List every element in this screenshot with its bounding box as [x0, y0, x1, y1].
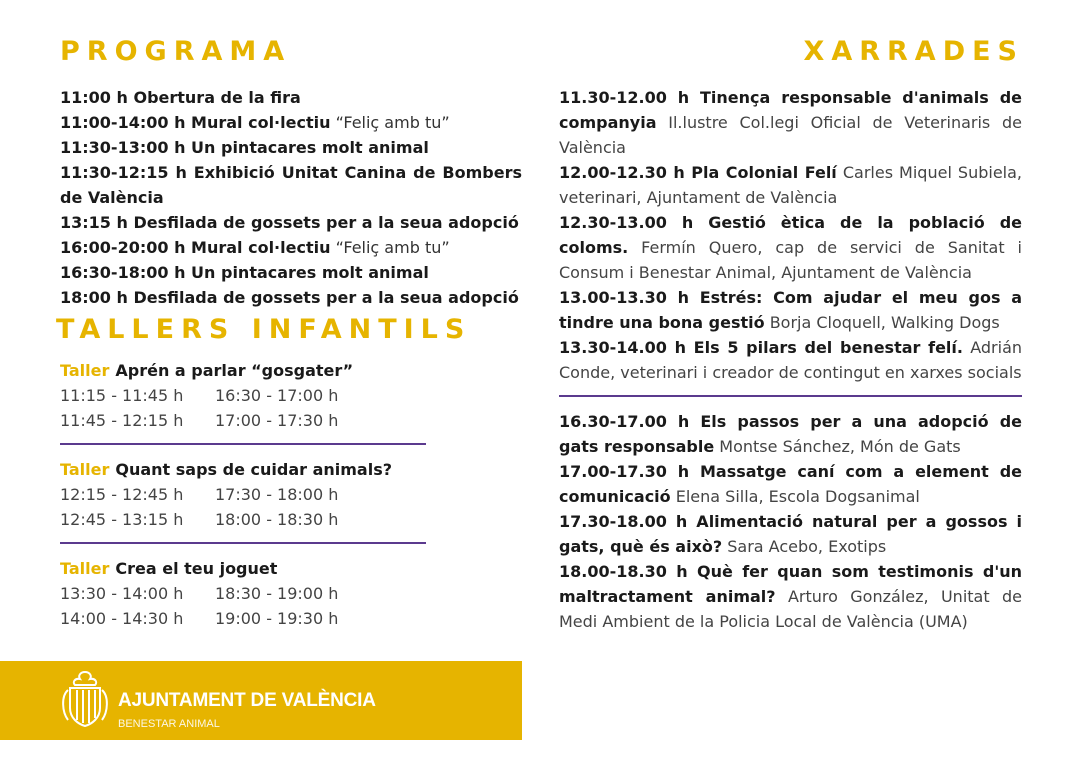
taller-title: Quant saps de cuidar animals? [115, 460, 392, 479]
programa-item: 13:15 h Desfilada de gossets per a la seua adopció [60, 213, 519, 232]
taller-block [60, 556, 426, 631]
org-subtitle: BENESTAR ANIMAL [118, 718, 220, 730]
taller-tag: Taller [60, 559, 110, 578]
time-row: 14:00 - 14:30 h 19:00 - 19:30 h [60, 609, 339, 628]
time-row: 12:45 - 13:15 h 18:00 - 18:30 h [60, 510, 339, 529]
taller-title: Aprén a parlar “gosgater” [115, 361, 354, 380]
divider [559, 395, 1022, 397]
talk-item: 12.00-12.30 h Pla Colonial Felí Carles Miquel Subiela, veterinari, Ajuntament de València [559, 163, 1023, 207]
talk-item: 13.00-13.30 h Estrés: Com ajudar el meu gos a tindre una bona gestió Borja Cloquell, Walking Dogs [559, 288, 1022, 332]
programa-item: 18:00 h Desfilada de gossets per a la seua adopció [60, 288, 519, 307]
programa-item: 11:30-12:15 h Exhibició Unitat Canina de Bombers de València [60, 163, 522, 207]
xarrades-heading: XARRADES [803, 36, 1024, 67]
programa-item: 11:00-14:00 h Mural col·lectiu “Feliç amb tu” [60, 113, 450, 132]
programa-item: 11:00 h Obertura de la fira [60, 88, 301, 107]
talk-item: 12.30-13.00 h Gestió ètica de la població de coloms. Fermín Quero, cap de servici de Sanitat i Consum i Benestar Animal, Ajuntament de València [559, 213, 1023, 282]
programa-list [60, 85, 522, 310]
taller-tag: Taller [60, 460, 110, 479]
time-row: 12:15 - 12:45 h 17:30 - 18:00 h [60, 485, 339, 504]
talk-item: 17.00-17.30 h Massatge caní com a element de comunicació Elena Silla, Escola Dogsanimal [559, 462, 1022, 506]
tallers-heading: TALLERS INFANTILS [56, 314, 472, 345]
programa-item: 11:30-13:00 h Un pintacares molt animal [60, 138, 429, 157]
taller-title: Crea el teu joguet [115, 559, 278, 578]
taller-block [60, 457, 426, 532]
divider [60, 443, 426, 445]
taller-block [60, 358, 426, 433]
org-name: AJUNTAMENT DE VALÈNCIA [118, 690, 376, 711]
programa-item: 16:00-20:00 h Mural col·lectiu “Feliç amb tu” [60, 238, 450, 257]
programa-heading: PROGRAMA [60, 36, 292, 67]
talk-item: 16.30-17.00 h Els passos per a una adopció de gats responsable Montse Sánchez, Món de Gats [559, 412, 1022, 456]
crest-icon [58, 668, 112, 730]
programa-item: 16:30-18:00 h Un pintacares molt animal [60, 263, 429, 282]
talk-item: 11.30-12.00 h Tinença responsable d'animals de companyia Il.lustre Col.legi Oficial de Veterinaris de València [559, 88, 1023, 157]
time-row: 11:45 - 12:15 h 17:00 - 17:30 h [60, 411, 339, 430]
time-row: 11:15 - 11:45 h 16:30 - 17:00 h [60, 386, 339, 405]
xarrades-list [559, 85, 1022, 634]
time-row: 13:30 - 14:00 h 18:30 - 19:00 h [60, 584, 339, 603]
talk-item: 13.30-14.00 h Els 5 pilars del benestar felí. Adrián Conde, veterinari i creador de contingut en xarxes socials [559, 338, 1023, 382]
talk-item: 18.00-18.30 h Què fer quan som testimonis d'un maltractament animal? Arturo González, Unitat de Medi Ambient de la Policia Local de València (UMA) [559, 562, 1022, 631]
divider [60, 542, 426, 544]
talk-item: 17.30-18.00 h Alimentació natural per a gossos i gats, què és això? Sara Acebo, Exotips [559, 512, 1022, 556]
tallers-list [60, 358, 426, 631]
taller-tag: Taller [60, 361, 110, 380]
